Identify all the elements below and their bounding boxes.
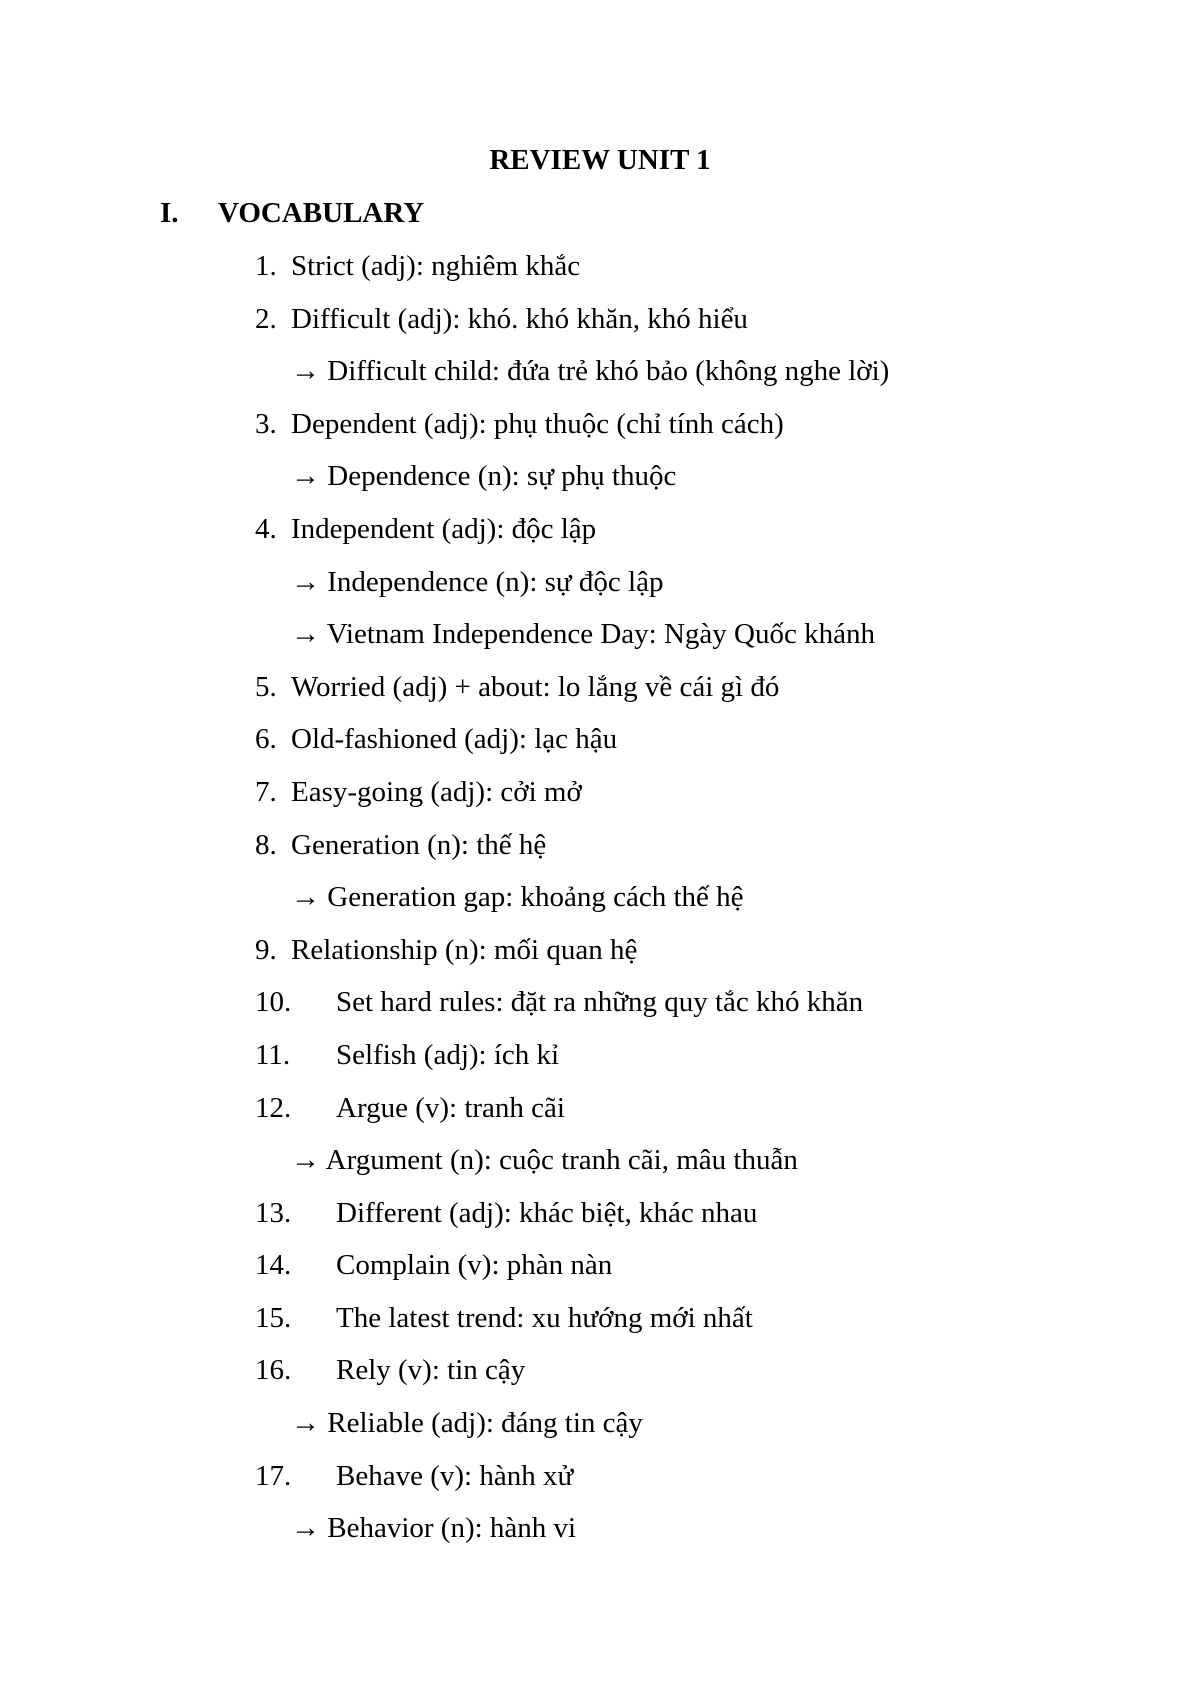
vocab-item-text: Complain (v): phàn nàn xyxy=(336,1249,613,1282)
vocabulary-list xyxy=(0,246,1200,1561)
vocab-item-text: Strict (adj): nghiêm khắc xyxy=(291,250,581,282)
vocab-item-number: 11. xyxy=(255,1038,291,1071)
vocab-item-number: 3. xyxy=(255,407,277,440)
vocab-item-text: Selfish (adj): ích kỉ xyxy=(336,1038,560,1071)
vocab-item xyxy=(0,825,1200,878)
vocab-item-number: 1. xyxy=(255,250,277,282)
vocab-item-number: 4. xyxy=(255,512,277,545)
vocab-subitem xyxy=(0,1140,1200,1193)
vocab-subitem xyxy=(0,562,1200,615)
vocab-item-number: 13. xyxy=(255,1196,292,1229)
vocab-item-text: Dependent (adj): phụ thuộc (chỉ tính cách) xyxy=(291,407,784,440)
vocab-item-number: 6. xyxy=(255,723,277,756)
vocab-item-number: 5. xyxy=(255,670,277,703)
vocab-item xyxy=(0,772,1200,825)
vocab-item-text: → Generation gap: khoảng cách thế hệ xyxy=(291,881,744,914)
vocab-item-text: → Reliable (adj): đáng tin cậy xyxy=(291,1407,643,1440)
vocab-item-text: Set hard rules: đặt ra những quy tắc khó khăn xyxy=(336,986,864,1019)
section-number: I. xyxy=(160,197,179,229)
vocab-item-text: Rely (v): tin cậy xyxy=(336,1354,526,1387)
vocab-item xyxy=(0,1298,1200,1351)
vocab-item-number: 16. xyxy=(255,1354,292,1387)
vocab-item-text: Difficult (adj): khó. khó khăn, khó hiểu xyxy=(291,302,748,335)
vocab-item-text: → Difficult child: đứa trẻ khó bảo (không nghe lời) xyxy=(291,355,890,388)
vocab-item xyxy=(0,246,1200,299)
vocab-subitem xyxy=(0,456,1200,509)
vocab-item-text: → Behavior (n): hành vi xyxy=(291,1512,577,1545)
vocab-item-text: → Independence (n): sự độc lập xyxy=(291,565,664,598)
vocab-item-number: 9. xyxy=(255,933,277,966)
vocab-item-number: 10. xyxy=(255,986,292,1019)
vocab-item xyxy=(0,982,1200,1035)
vocab-subitem xyxy=(0,1508,1200,1561)
vocab-item xyxy=(0,1245,1200,1298)
vocab-item-text: → Argument (n): cuộc tranh cãi, mâu thuẫn xyxy=(291,1144,798,1177)
vocab-item-text: Old-fashioned (adj): lạc hậu xyxy=(291,723,618,756)
document-title: REVIEW UNIT 1 xyxy=(489,144,711,176)
vocab-item-number: 15. xyxy=(255,1301,292,1334)
vocab-item-text: Behave (v): hành xử xyxy=(336,1459,574,1492)
vocab-item-text: → Dependence (n): sự phụ thuộc xyxy=(291,460,677,493)
vocab-item-number: 7. xyxy=(255,775,277,808)
vocab-subitem xyxy=(0,351,1200,404)
vocab-item xyxy=(0,719,1200,772)
vocab-item-number: 8. xyxy=(255,828,277,861)
vocab-item-number: 2. xyxy=(255,302,277,335)
vocab-item-text: Relationship (n): mối quan hệ xyxy=(291,933,638,966)
vocab-subitem xyxy=(0,614,1200,667)
section-heading xyxy=(160,193,424,233)
vocab-item-text: Independent (adj): độc lập xyxy=(291,512,597,545)
vocab-item xyxy=(0,930,1200,983)
vocab-item xyxy=(0,667,1200,720)
vocab-subitem xyxy=(0,1403,1200,1456)
vocab-item xyxy=(0,1193,1200,1246)
vocab-item-number: 14. xyxy=(255,1249,292,1282)
vocab-item-text: Generation (n): thế hệ xyxy=(291,828,547,861)
vocab-item xyxy=(0,1456,1200,1509)
vocab-item xyxy=(0,1035,1200,1088)
vocab-item xyxy=(0,509,1200,562)
vocab-item-text: The latest trend: xu hướng mới nhất xyxy=(336,1301,753,1334)
vocab-subitem xyxy=(0,877,1200,930)
vocab-item xyxy=(0,1350,1200,1403)
vocab-item-text: Different (adj): khác biệt, khác nhau xyxy=(336,1196,758,1229)
vocab-item xyxy=(0,299,1200,352)
vocab-item xyxy=(0,1088,1200,1141)
vocab-item-text: Easy-going (adj): cởi mở xyxy=(291,775,582,808)
vocab-item-text: Argue (v): tranh cãi xyxy=(336,1091,565,1124)
section-title: VOCABULARY xyxy=(218,197,425,229)
vocab-item xyxy=(0,404,1200,457)
vocab-item-text: → Vietnam Independence Day: Ngày Quốc khánh xyxy=(291,618,875,651)
vocab-item-number: 17. xyxy=(255,1459,292,1492)
vocab-item-number: 12. xyxy=(255,1091,292,1124)
vocab-item-text: Worried (adj) + about: lo lắng về cái gì đó xyxy=(291,670,780,703)
